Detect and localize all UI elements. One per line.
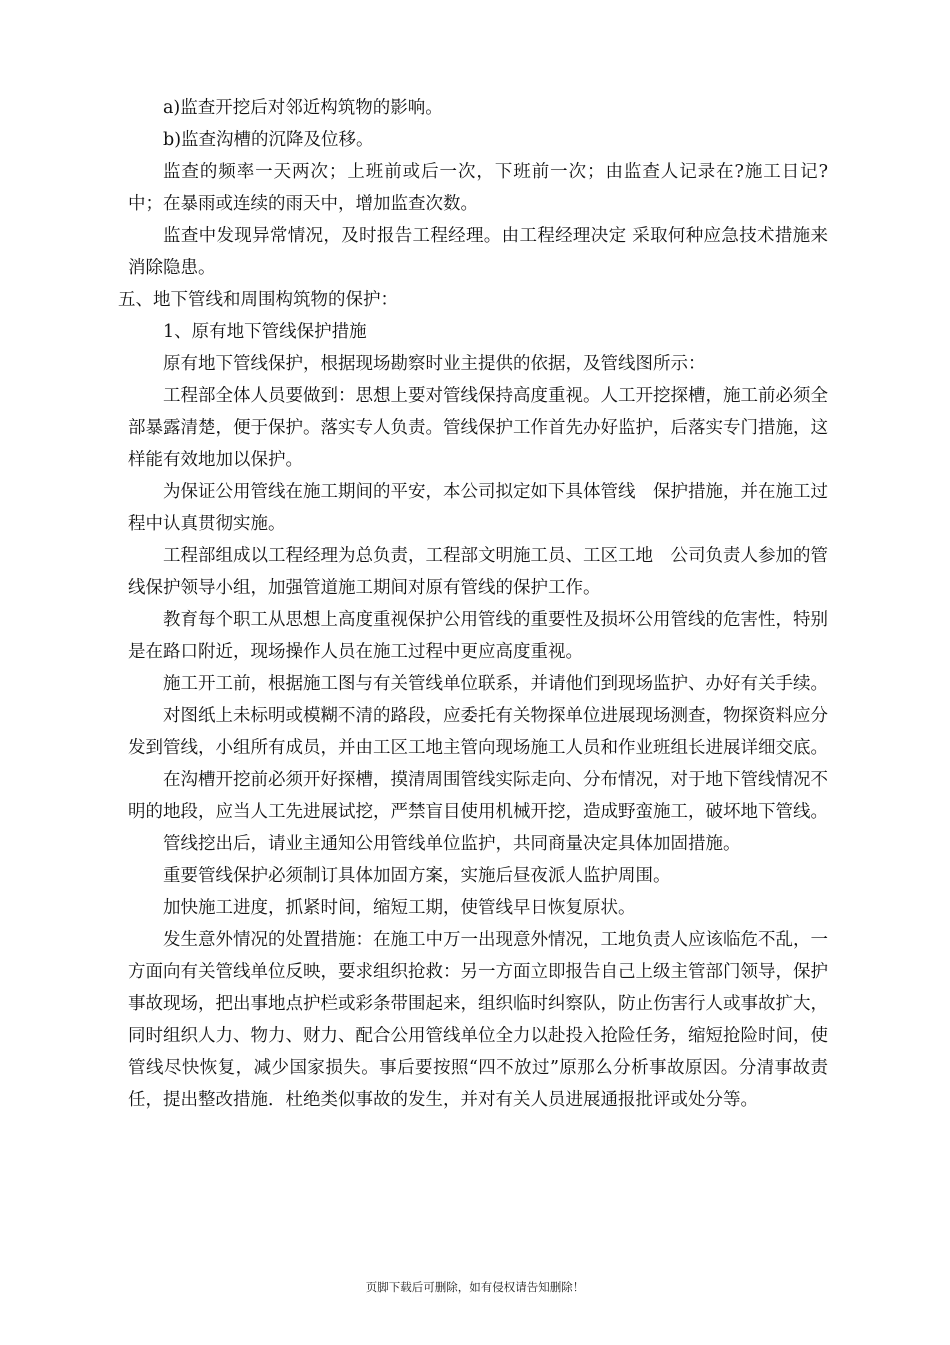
subsection-heading: 1、原有地下管线保护措施	[163, 322, 367, 342]
list-item-b: b)监查沟槽的沉降及位移。	[163, 130, 374, 150]
list-item-a: a)监查开挖后对邻近构筑物的影响。	[163, 98, 443, 118]
paragraph: 教育每个职工从思想上高度重视保护公用管线的重要性及损坏公用管线的危害性，特别是在路口附近，现场操作人员在施工过程中更应高度重视。	[128, 610, 828, 662]
paragraph: 在沟槽开挖前必须开好探槽，摸清周围管线实际走向、分布情况，对于地下管线情况不明的地段，应当人工先进展试挖，严禁盲目使用机械开挖，造成野蛮施工，破坏地下管线。	[128, 770, 828, 822]
paragraph: 施工开工前，根据施工图与有关管线单位联系，并请他们到现场监护、办好有关手续。	[163, 674, 828, 694]
paragraph: 监查中发现异常情况，及时报告工程经理。由工程经理决定 采取何种应急技术措施来消除隐患。	[128, 226, 828, 278]
paragraph: 工程部全体人员要做到：思想上要对管线保持高度重视。人工开挖探槽，施工前必须全部暴露清楚，便于保护。落实专人负责。管线保护工作首先办好监护，后落实专门措施，这样能有效地加以保护。	[128, 386, 828, 470]
paragraph: 发生意外情况的处置措施：在施工中万一出现意外情况，工地负责人应该临危不乱，一方面向有关管线单位反映，要求组织抢救：另一方面立即报告自己上级主管部门领导，保护事故现场，把出事地点护栏或彩条带围起来，组织临时纠察队，防止伤害行人或事故扩大，同时组织人力、物力、财力、配合公用管线单位全力以赴投入抢险任务，缩短抢险时间，使管线尽快恢复，减少国家损失。事后要按照“四不放过”原那么分析事故原因。分清事故责任，提出整改措施．杜绝类似事故的发生，并对有关人员进展通报批评或处分等。	[128, 930, 828, 1110]
paragraph: 监查的频率一天两次；上班前或后一次，下班前一次；由监查人记录在?施工日记?中；在暴雨或连续的雨天中，增加监查次数。	[128, 162, 828, 214]
paragraph: 管线挖出后，请业主通知公用管线单位监护，共同商量决定具体加固措施。	[163, 834, 741, 854]
paragraph: 重要管线保护必须制订具体加固方案，实施后昼夜派人监护周围。	[163, 866, 671, 886]
paragraph: 原有地下管线保护，根据现场勘察时业主提供的依据，及管线图所示：	[163, 354, 706, 374]
paragraph: 加快施工进度，抓紧时间，缩短工期，使管线早日恢复原状。	[163, 898, 636, 918]
paragraph: 工程部组成以工程经理为总负责，工程部文明施工员、工区工地 公司负责人参加的管线保护领导小组，加强管道施工期间对原有管线的保护工作。	[128, 546, 828, 598]
document-body	[118, 92, 828, 1116]
paragraph: 对图纸上未标明或模糊不清的路段，应委托有关物探单位进展现场测查，物探资料应分发到管线，小组所有成员，并由工区工地主管向现场施工人员和作业班组长进展详细交底。	[128, 706, 828, 758]
page-footer: 页脚下载后可删除，如有侵权请告知删除！	[365, 1280, 585, 1294]
section-heading: 五、地下管线和周围构筑物的保护：	[118, 290, 398, 310]
paragraph: 为保证公用管线在施工期间的平安，本公司拟定如下具体管线 保护措施，并在施工过程中认真贯彻实施。	[128, 482, 828, 534]
